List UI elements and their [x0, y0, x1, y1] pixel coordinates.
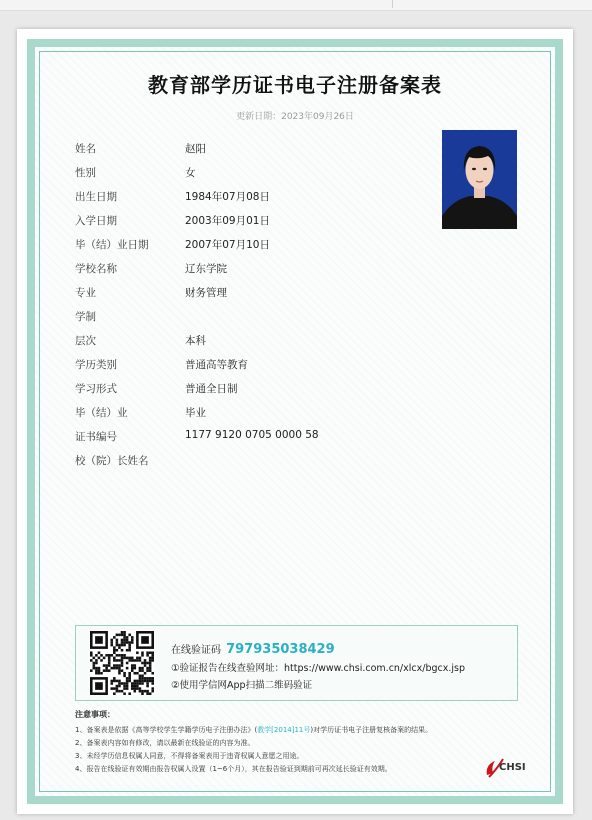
page-title: 教育部学历证书电子注册备案表 [148, 73, 442, 97]
field-value: 赵阳 [185, 143, 206, 155]
notes-title: 注意事项： [75, 710, 115, 719]
field-value: 2003年09月01日 [185, 215, 270, 227]
verify-app-line: ②使用学信网App扫描二维码验证 [171, 680, 313, 691]
field-label: 学历类别 [75, 359, 117, 371]
field-value: 辽东学院 [185, 263, 227, 275]
verify-code: 797935038429 [226, 642, 335, 657]
note-4: 4、报告在线验证有效期由报告权属人设置（1~6个月），其在报告验证到期前可再次延长验证有效期。 [75, 765, 392, 773]
field-value: 2007年07月10日 [185, 239, 270, 251]
chsi-logo-text: CHSI [499, 762, 526, 773]
field-label: 姓名 [75, 143, 96, 155]
field-label: 性别 [75, 167, 96, 179]
note-1 [75, 724, 495, 737]
field-label: 学校名称 [75, 263, 117, 275]
field-label: 出生日期 [75, 191, 117, 203]
field-value: 毕业 [185, 407, 206, 419]
qr-code-icon[interactable] [90, 631, 154, 695]
field-label: 校（院）长姓名 [75, 455, 149, 467]
divider [392, 0, 393, 8]
field-label: 证书编号 [75, 431, 117, 443]
field-value: 普通全日制 [185, 383, 238, 395]
field-value: 女 [185, 167, 196, 179]
note-1-text: 1、备案表是依据《高等学校学生学籍学历电子注册办法》( [75, 726, 258, 734]
field-value: 财务管理 [185, 287, 227, 299]
field-label: 学习形式 [75, 383, 117, 395]
verify-url-line: ①验证报告在线查验网址：https://www.chsi.com.cn/xlcx/bgcx.jsp [171, 663, 465, 674]
field-label: 毕（结）业日期 [75, 239, 149, 251]
note-2: 2、备案表内容如有修改，请以最新在线验证的内容为准。 [75, 739, 255, 747]
field-label: 学制 [75, 311, 96, 323]
notes-section [75, 709, 495, 776]
update-date: 更新日期：2023年09月26日 [236, 112, 354, 122]
field-value: 1177 9120 0705 0000 58 [185, 429, 319, 441]
field-value: 1984年07月08日 [185, 191, 270, 203]
field-value: 普通高等教育 [185, 359, 248, 371]
note-1-tail: )对学历证书电子注册复核备案的结果。 [310, 726, 433, 734]
field-label: 层次 [75, 335, 96, 347]
student-photo [442, 130, 517, 229]
regulation-link[interactable]: 教学[2014]11号 [257, 726, 311, 734]
document-page [17, 29, 573, 814]
field-label: 入学日期 [75, 215, 117, 227]
online-verification-panel [75, 625, 518, 701]
note-3: 3、未经学历信息权属人同意，不得将备案表用于违背权属人意愿之用途。 [75, 752, 304, 760]
viewer-top-strip [0, 0, 592, 11]
verify-code-label: 在线验证码 [171, 645, 221, 656]
field-label: 毕（结）业 [75, 407, 128, 419]
field-label: 专业 [75, 287, 96, 299]
field-value: 本科 [185, 335, 206, 347]
